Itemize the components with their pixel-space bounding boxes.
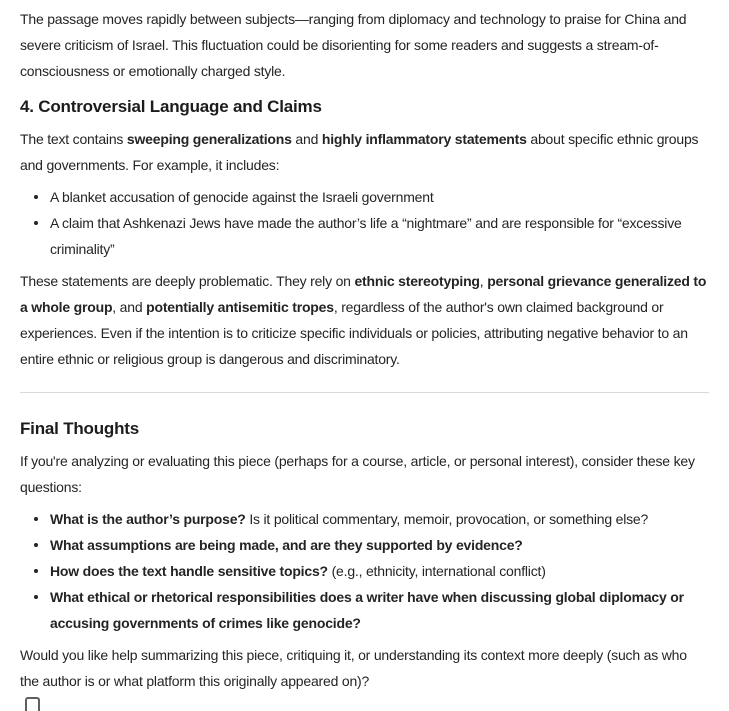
list-inflammatory-examples [20,184,709,262]
list-item: What is the author’s purpose? Is it political commentary, memoir, provocation, or something else? [50,506,709,532]
paragraph-style-shift: The passage moves rapidly between subjects—ranging from diplomacy and technology to praise for China and severe criticism of Israel. This fluctuation could be disorienting for some readers and suggests a stream-of-consciousness or emotionally charged style. [20,11,687,79]
paragraph-followup-offer: Would you like help summarizing this piece, critiquing it, or understanding its context more deeply (such as who the author is or what platform this originally appeared on)? [20,647,687,689]
paragraph-statements-problematic: These statements are deeply problematic. They rely on ethnic stereotyping, personal grievance generalized to a whole group, and potentially antisemitic tropes, regardless of the author's own claimed background or experiences. Even if the intention is to criticize specific individuals or policies, attributing negative behavior to an entire ethnic or religious group is dangerous and discriminatory. [20,273,707,367]
list-item: What assumptions are being made, and are they supported by evidence? [50,532,709,558]
list-item: What ethical or rhetorical responsibilities does a writer have when discussing global diplomacy or accusing governments of crimes like genocide? [50,584,709,636]
paragraph-key-questions-intro: If you're analyzing or evaluating this piece (perhaps for a course, article, or personal interest), consider these key questions: [20,453,695,495]
heading-controversial-language: 4. Controversial Language and Claims [20,97,322,116]
list-item: A blanket accusation of genocide against the Israeli government [50,184,709,210]
list-item: How does the text handle sensitive topics? (e.g., ethnicity, international conflict) [50,558,709,584]
heading-final-thoughts: Final Thoughts [20,419,140,438]
list-item: A claim that Ashkenazi Jews have made the author’s life a “nightmare” and are responsible for “excessive criminality” [50,210,709,262]
list-key-questions [20,506,709,636]
paragraph-text-contains: The text contains sweeping generalizations and highly inflammatory statements about specific ethnic groups and governments. For example, it includes: [20,131,699,173]
partial-action-icon[interactable] [25,697,40,711]
section-divider [20,392,709,393]
